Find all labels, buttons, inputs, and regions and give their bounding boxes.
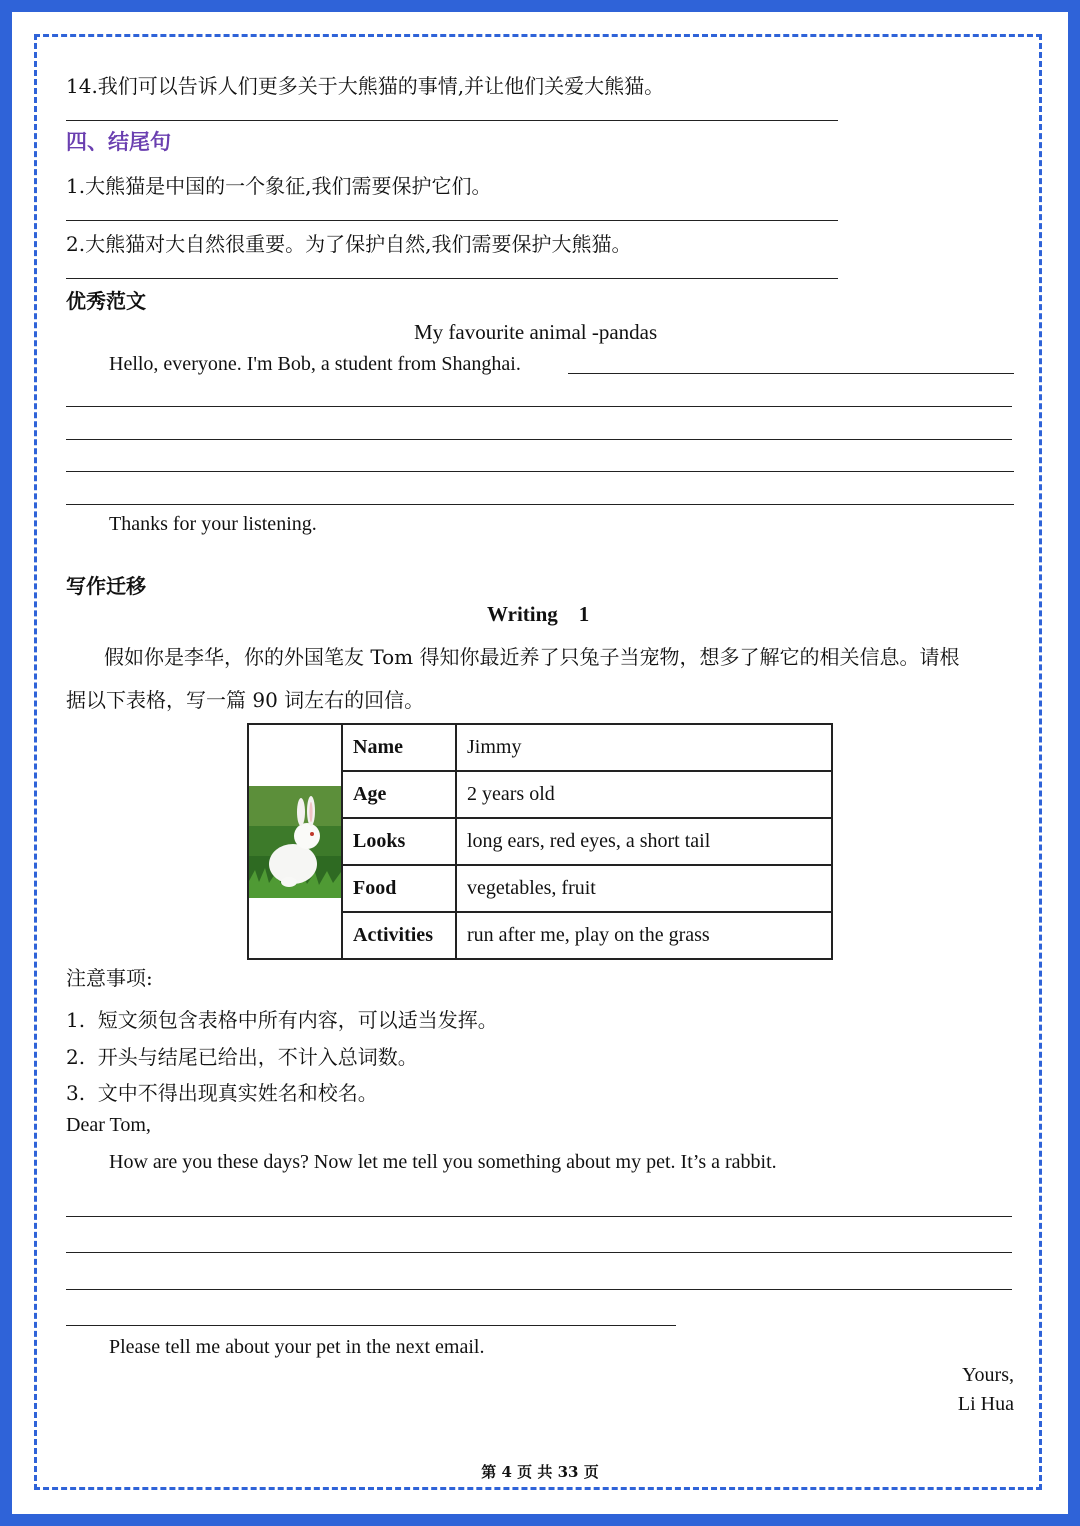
table-row-label: Name: [342, 724, 456, 771]
closing-item-1: 1.大熊猫是中国的一个象征,我们需要保护它们。: [66, 174, 492, 198]
writing-line: [66, 504, 1014, 505]
writing-line: [66, 1216, 1012, 1217]
writing-title: Writing 1: [487, 602, 590, 626]
writing-line: [66, 439, 1012, 440]
prompt-line-2: 据以下表格，写一篇 90 词左右的回信。: [66, 688, 425, 712]
rabbit-photo-icon: [249, 786, 341, 898]
table-row-label: Age: [342, 771, 456, 818]
sample-opening: Hello, everyone. I'm Bob, a student from Shanghai.: [109, 353, 521, 375]
table-row-label: Looks: [342, 818, 456, 865]
writing-line: [66, 1252, 1012, 1253]
table-row-value: long ears, red eyes, a short tail: [456, 818, 832, 865]
pet-info-table: [247, 723, 833, 960]
question-14: 14.我们可以告诉人们更多关于大熊猫的事情,并让他们关爱大熊猫。: [66, 74, 665, 98]
note-item: 2. 开头与结尾已给出，不计入总词数。: [66, 1045, 418, 1069]
answer-line: [66, 220, 838, 221]
writing-line: [66, 406, 1012, 407]
letter-signature: Li Hua: [957, 1393, 1014, 1415]
writing-line: [66, 471, 1014, 472]
table-row-value: vegetables, fruit: [456, 865, 832, 912]
closing-item-2: 2.大熊猫对大自然很重要。为了保护自然,我们需要保护大熊猫。: [66, 232, 632, 256]
letter-opening: How are you these days? Now let me tell you something about my pet. It’s a rabbit.: [109, 1151, 777, 1173]
table-row-value: 2 years old: [456, 771, 832, 818]
answer-line: [66, 278, 838, 279]
table-row-label: Activities: [342, 912, 456, 959]
table-row-value: run after me, play on the grass: [456, 912, 832, 959]
writing-line: [66, 1325, 676, 1326]
table-row-label: Food: [342, 865, 456, 912]
answer-line: [66, 120, 838, 121]
letter-closing: Please tell me about your pet in the next email.: [109, 1336, 485, 1358]
notes-title: 注意事项:: [66, 966, 153, 990]
writing-line: [66, 1289, 1012, 1290]
letter-greeting: Dear Tom,: [66, 1114, 151, 1136]
writing-line: [568, 373, 1014, 374]
transfer-heading: 写作迁移: [66, 574, 146, 598]
section-title-closing: 四、结尾句: [66, 129, 171, 154]
table-row-value: Jimmy: [456, 724, 832, 771]
letter-signoff: Yours,: [962, 1364, 1014, 1386]
sample-title: My favourite animal -pandas: [414, 320, 658, 344]
sample-heading: 优秀范文: [66, 289, 146, 313]
page-number: 第 4 页 共 33 页: [481, 1463, 599, 1481]
rabbit-image-cell: [248, 724, 342, 959]
note-item: 1. 短文须包含表格中所有内容，可以适当发挥。: [66, 1008, 498, 1032]
prompt-line-1: 假如你是李华，你的外国笔友 Tom 得知你最近养了只兔子当宠物，想多了解它的相关信息。请根: [104, 645, 960, 669]
note-item: 3. 文中不得出现真实姓名和校名。: [66, 1081, 378, 1105]
sample-closing: Thanks for your listening.: [109, 513, 317, 535]
